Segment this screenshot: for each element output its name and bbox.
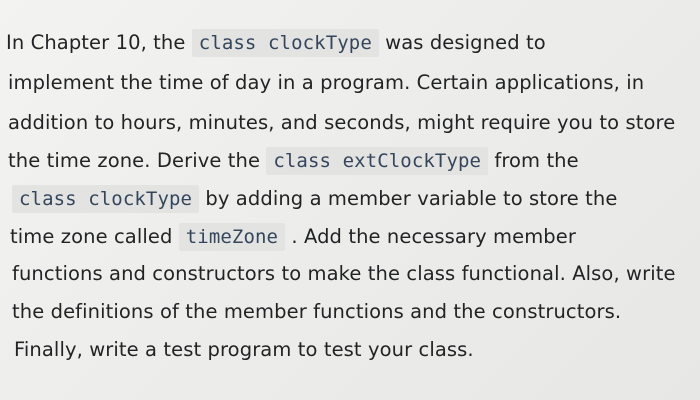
code-class-extclocktype: class extClockType bbox=[266, 147, 488, 175]
line-4-text-after: from the bbox=[488, 149, 579, 172]
line-6-text-after: . Add the necessary member bbox=[285, 225, 577, 248]
text-line-5 bbox=[12, 189, 617, 209]
code-timezone: timeZone bbox=[179, 223, 285, 251]
code-class-clocktype-2: class clockType bbox=[12, 185, 199, 213]
line-4-text-before: the time zone. Derive the bbox=[8, 149, 267, 172]
text-line-9: Finally, write a test program to test your class. bbox=[14, 338, 474, 361]
line-1-text-before: In Chapter 10, the bbox=[6, 31, 192, 54]
line-1-text-after: was designed to bbox=[378, 31, 546, 54]
line-6-text-before: time zone called bbox=[10, 225, 179, 248]
line-5-text-after: by adding a member variable to store the bbox=[199, 187, 618, 210]
text-line-8: the definitions of the member functions and the constructors. bbox=[12, 300, 622, 323]
text-line-6 bbox=[10, 227, 576, 247]
text-line-1 bbox=[6, 33, 546, 53]
text-line-2: implement the time of day in a program. Certain applications, in bbox=[8, 71, 645, 94]
text-line-3: addition to hours, minutes, and seconds, might require you to store bbox=[8, 111, 676, 134]
text-line-7: functions and constructors to make the class functional. Also, write bbox=[12, 262, 676, 285]
text-line-4 bbox=[8, 151, 579, 171]
code-class-clocktype: class clockType bbox=[192, 29, 379, 57]
